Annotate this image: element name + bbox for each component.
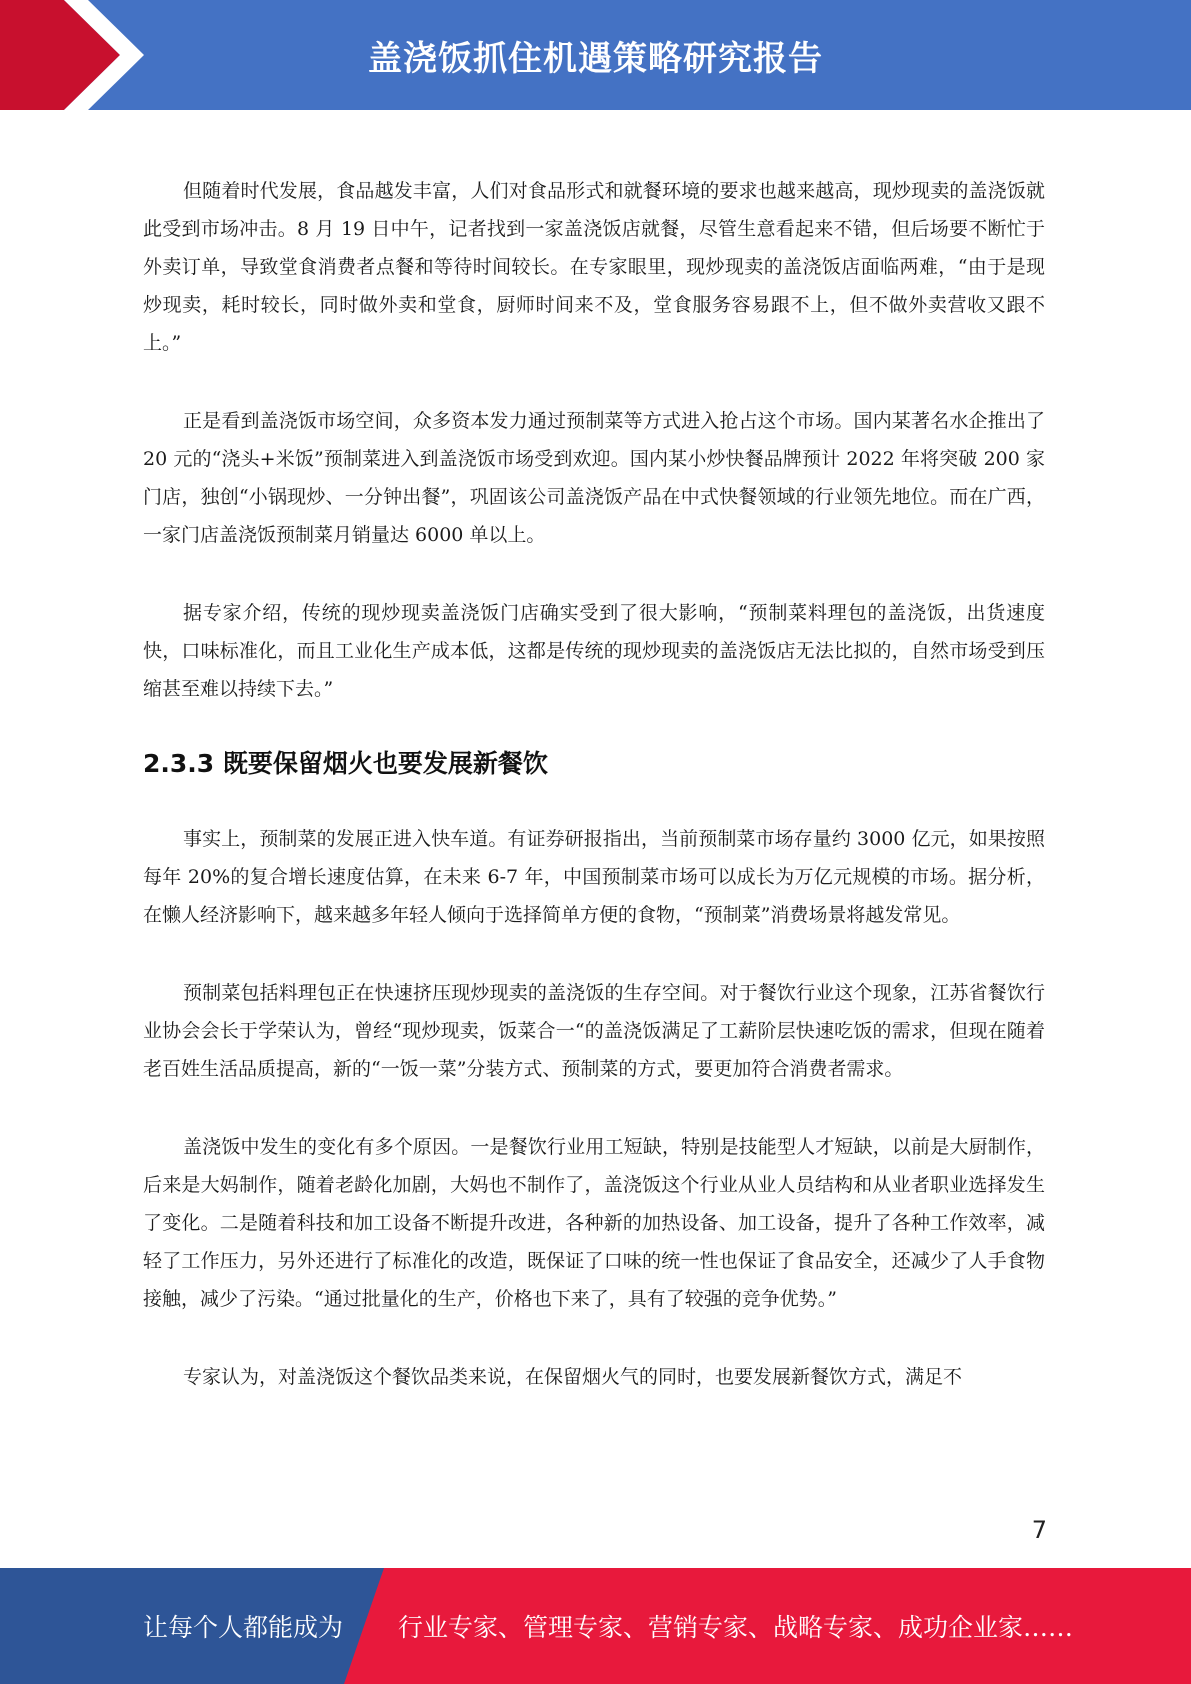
paragraph: 正是看到盖浇饭市场空间，众多资本发力通过预制菜等方式进入抢占这个市场。国内某著名水企推出了 20 元的“浇头+米饭”预制菜进入到盖浇饭市场受到欢迎。国内某小炒快餐品牌预计 2022 年将突破 200 家门店，独创“小锅现炒、一分钟出餐”，巩固该公司盖浇饭产品在中式快餐领域的行业领先地位。而在广西，一家门店盖浇饭预制菜月销量达 6000 单以上。 — [143, 410, 1045, 546]
section-heading: 2.3.3 既要保留烟火也要发展新餐饮 — [143, 749, 548, 778]
footer-banner — [0, 1568, 1191, 1684]
paragraph: 但随着时代发展，食品越发丰富，人们对食品形式和就餐环境的要求也越来越高，现炒现卖的盖浇饭就此受到市场冲击。8 月 19 日中午，记者找到一家盖浇饭店就餐，尽管生意看起来不错，但后场要不断忙于外卖订单，导致堂食消费者点餐和等待时间较长。在专家眼里，现炒现卖的盖浇饭店面临两难，“由于是现炒现卖，耗时较长，同时做外卖和堂食，厨师时间来不及，堂食服务容易跟不上，但不做外卖营收又跟不上。” — [143, 180, 1045, 354]
document-body — [143, 172, 1045, 1436]
paragraph: 据专家介绍，传统的现炒现卖盖浇饭门店确实受到了很大影响，“预制菜料理包的盖浇饭，出货速度快，口味标准化，而且工业化生产成本低，这都是传统的现炒现卖的盖浇饭店无法比拟的，自然市场受到压缩甚至难以持续下去。” — [143, 602, 1045, 700]
report-title: 盖浇饭抓住机遇策略研究报告 — [368, 38, 823, 79]
paragraph: 事实上，预制菜的发展正进入快车道。有证券研报指出，当前预制菜市场存量约 3000 亿元，如果按照每年 20%的复合增长速度估算，在未来 6-7 年，中国预制菜市场可以成长为万亿元规模的市场。据分析，在懒人经济影响下，越来越多年轻人倾向于选择简单方便的食物，“预制菜”消费场景将越发常见。 — [143, 828, 1045, 926]
paragraph: 预制菜包括料理包正在快速挤压现炒现卖的盖浇饭的生存空间。对于餐饮行业这个现象，江苏省餐饮行业协会会长于学荣认为，曾经“现炒现卖，饭菜合一“的盖浇饭满足了工薪阶层快速吃饭的需求，但现在随着老百姓生活品质提高，新的“一饭一菜”分装方式、预制菜的方式，要更加符合消费者需求。 — [143, 982, 1045, 1080]
footer-slogan-right: 行业专家、管理专家、营销专家、战略专家、成功企业家…… — [398, 1613, 1074, 1642]
paragraph: 盖浇饭中发生的变化有多个原因。一是餐饮行业用工短缺，特别是技能型人才短缺，以前是大厨制作，后来是大妈制作，随着老龄化加剧，大妈也不制作了，盖浇饭这个行业从业人员结构和从业者职业选择发生了变化。二是随着科技和加工设备不断提升改进，各种新的加热设备、加工设备，提升了各种工作效率，减轻了工作压力，另外还进行了标准化的改造，既保证了口味的统一性也保证了食品安全，还减少了人手食物接触，减少了污染。“通过批量化的生产，价格也下来了，具有了较强的竞争优势。” — [143, 1136, 1045, 1310]
page-number: 7 — [1031, 1516, 1047, 1544]
footer-slogan-left: 让每个人都能成为 — [143, 1613, 344, 1642]
paragraph: 专家认为，对盖浇饭这个餐饮品类来说，在保留烟火气的同时，也要发展新餐饮方式，满足不 — [183, 1366, 963, 1388]
header-banner — [0, 0, 1191, 110]
